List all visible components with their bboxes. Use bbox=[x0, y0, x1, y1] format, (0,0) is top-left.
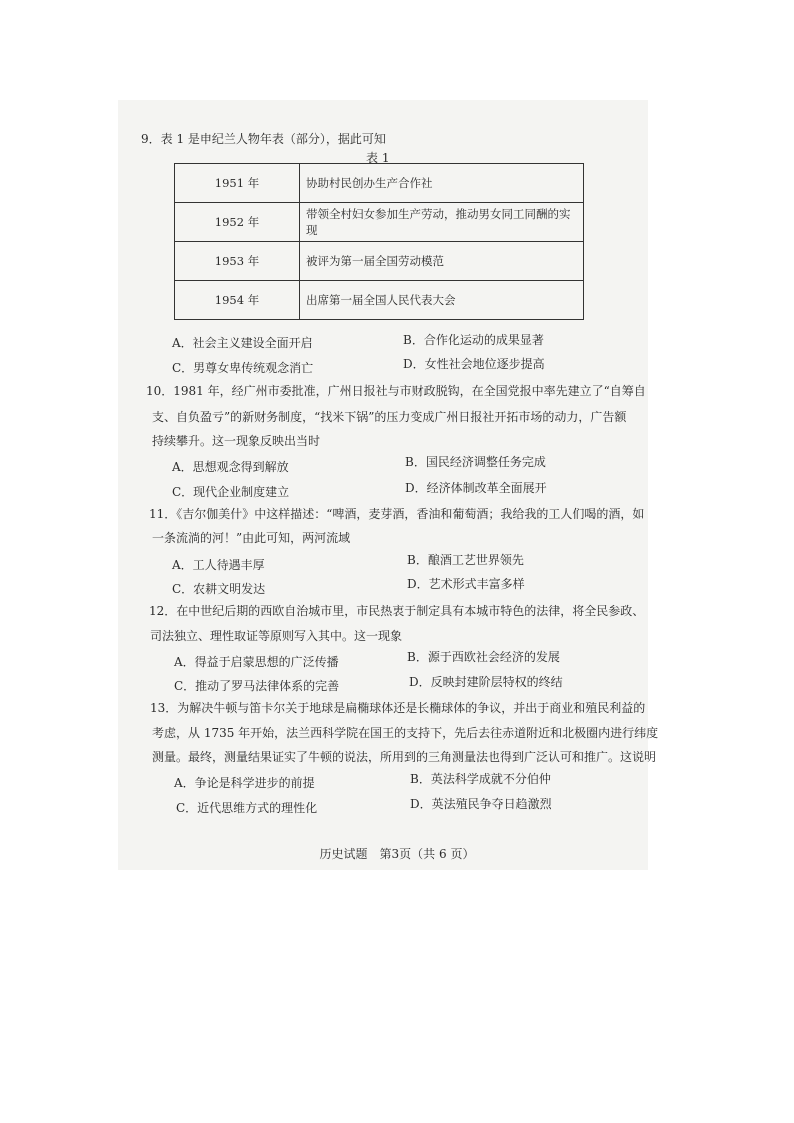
q9-option-b: B．合作化运动的成果显著 bbox=[403, 333, 544, 347]
q11-stem-line-1: 11．《吉尔伽美什》中这样描述：“啤酒，麦芽酒，香油和葡萄酒；我给我的工人们喝的酒，如 bbox=[149, 507, 645, 521]
q10-option-d: D．经济体制改革全面展开 bbox=[405, 481, 547, 495]
q12-stem-line-2: 司法独立、理性取证等原则写入其中。这一现象 bbox=[150, 629, 403, 643]
q12-stem-line-1: 12．在中世纪后期的西欧自治城市里，市民热衷于制定具有本城市特色的法律，将全民参政、 bbox=[149, 604, 645, 618]
q13-option-d: D．英法殖民争夺日趋激烈 bbox=[410, 797, 552, 811]
q12-option-d: D．反映封建阶层特权的终结 bbox=[409, 675, 563, 689]
q11-option-a: A．工人待遇丰厚 bbox=[172, 558, 265, 572]
q10-option-a: A．思想观念得到解放 bbox=[172, 460, 289, 474]
table-row bbox=[175, 281, 584, 320]
q11-option-b: B．酿酒工艺世界领先 bbox=[407, 553, 524, 567]
table-cell-event: 协助村民创办生产合作社 bbox=[300, 164, 584, 203]
q10-stem-line-3: 持续攀升。这一现象反映出当时 bbox=[152, 434, 321, 448]
q13-stem-line-1: 13．为解决牛顿与笛卡尔关于地球是扁椭球体还是长椭球体的争议，并出于商业和殖民利益的 bbox=[150, 701, 646, 715]
table-cell-year: 1952 年 bbox=[175, 203, 300, 242]
table-row bbox=[175, 164, 584, 203]
q12-option-b: B．源于西欧社会经济的发展 bbox=[407, 650, 560, 664]
q9-option-d: D．女性社会地位逐步提高 bbox=[403, 357, 545, 371]
table-row bbox=[175, 203, 584, 242]
table-cell-year: 1954 年 bbox=[175, 281, 300, 320]
q13-stem-line-2: 考虑，从 1735 年开始，法兰西科学院在国王的支持下，先后去往赤道附近和北极圈内进行纬度 bbox=[152, 726, 659, 740]
table-cell-event: 带领全村妇女参加生产劳动，推动男女同工同酬的实现 bbox=[300, 203, 584, 242]
table-cell-event: 被评为第一届全国劳动模范 bbox=[300, 242, 584, 281]
q11-option-d: D．艺术形式丰富多样 bbox=[407, 577, 525, 591]
q13-option-a: A．争论是科学进步的前提 bbox=[174, 776, 315, 790]
q9-stem: 9．表 1 是申纪兰人物年表（部分），据此可知 bbox=[141, 132, 386, 146]
q9-option-c: C．男尊女卑传统观念消亡 bbox=[172, 361, 314, 375]
q12-option-a: A．得益于启蒙思想的广泛传播 bbox=[174, 655, 339, 669]
table-cell-event: 出席第一届全国人民代表大会 bbox=[300, 281, 584, 320]
q9-chronology-table bbox=[174, 163, 584, 320]
page-footer: 历史试题 第3页（共 6 页） bbox=[319, 847, 475, 861]
q13-stem-line-3: 测量。最终，测量结果证实了牛顿的说法，所用到的三角测量法也得到广泛认可和推广。这说明 bbox=[152, 750, 657, 764]
q12-option-c: C．推动了罗马法律体系的完善 bbox=[174, 679, 340, 693]
q13-option-b: B．英法科学成就不分伯仲 bbox=[410, 772, 551, 786]
q11-option-c: C．农耕文明发达 bbox=[172, 582, 266, 596]
q10-stem-line-1: 10．1981 年，经广州市委批准，广州日报社与市财政脱钩，在全国党报中率先建立了“自筹自 bbox=[146, 384, 646, 398]
q10-stem-line-2: 支、自负盈亏”的新财务制度，“找米下锅”的压力变成广州日报社开拓市场的动力，广告额 bbox=[152, 410, 627, 424]
q9-table-caption: 表 1 bbox=[366, 151, 390, 165]
q10-option-b: B．国民经济调整任务完成 bbox=[405, 455, 546, 469]
q9-option-a: A．社会主义建设全面开启 bbox=[172, 336, 313, 350]
table-cell-year: 1951 年 bbox=[175, 164, 300, 203]
q13-option-c: C．近代思维方式的理性化 bbox=[176, 801, 318, 815]
table-cell-year: 1953 年 bbox=[175, 242, 300, 281]
q10-option-c: C．现代企业制度建立 bbox=[172, 485, 290, 499]
table-row bbox=[175, 242, 584, 281]
q11-stem-line-2: 一条流淌的河！”由此可知，两河流域 bbox=[152, 531, 351, 545]
